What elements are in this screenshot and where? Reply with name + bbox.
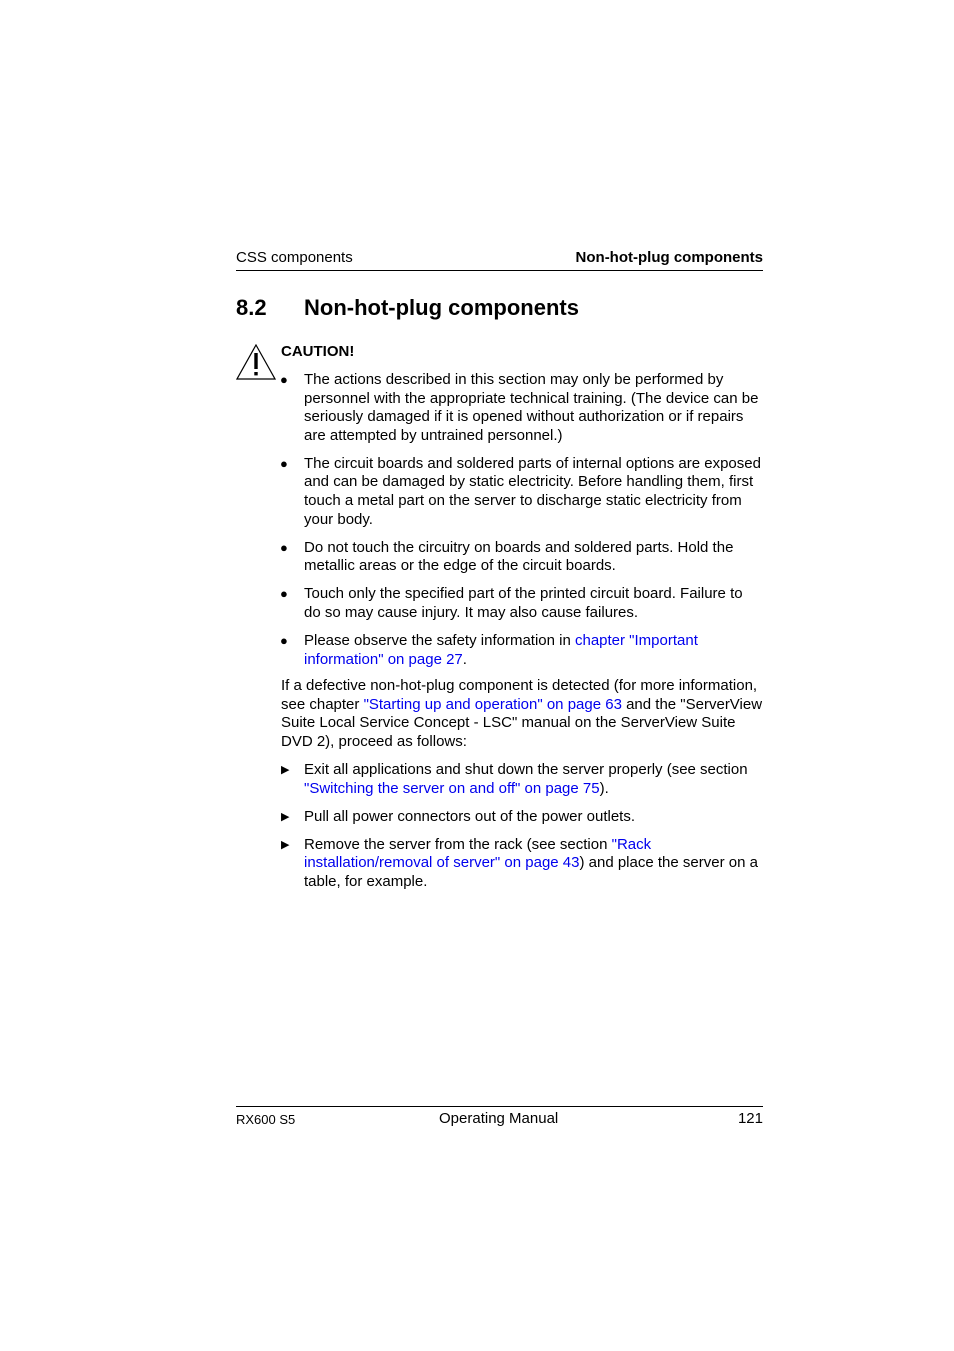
cross-reference-link[interactable]: "Rack installation/removal of server" on page 43	[304, 835, 652, 872]
list-item	[281, 371, 763, 445]
bullet-icon: ●	[280, 633, 288, 649]
bullet-icon: ●	[280, 539, 288, 555]
page-number: 121	[737, 1110, 763, 1127]
list-item	[281, 455, 763, 529]
footer-manual-title: Operating Manual	[439, 1110, 559, 1127]
caution-label: CAUTION!	[281, 343, 355, 360]
step-text-before: Pull all power connectors out of the power outlets.	[304, 807, 636, 825]
list-item	[281, 632, 763, 669]
intro-paragraph	[281, 677, 763, 751]
bullet-text-before: Please observe the safety information in	[304, 632, 575, 650]
cross-reference-link[interactable]: chapter "Important information" on page 27	[304, 632, 698, 668]
list-item	[281, 808, 763, 827]
step-text-after: ).	[599, 779, 609, 797]
running-header	[236, 248, 763, 271]
step-text-after: ) and place the server on a table, for example.	[304, 854, 758, 890]
footer-model: RX600 S5	[236, 1112, 296, 1127]
paragraph-text-after: and the "ServerView Suite Local Service Concept - LSC" manual on the ServerView Suite DVD 2), proceed as follows:	[281, 695, 763, 750]
paragraph-text-before: If a defective non-hot-plug component is detected (for more information, see chapter	[281, 677, 758, 713]
list-item	[281, 836, 763, 892]
list-item	[281, 585, 763, 622]
bullet-text: Do not touch the circuitry on boards and soldered parts. Hold the metallic areas or the edge of the circuit boards.	[304, 538, 734, 575]
step-arrow-icon: ▶	[281, 764, 290, 776]
cross-reference-link[interactable]: "Switching the server on and off" on page 75	[304, 779, 600, 797]
bullet-text: The actions described in this section may only be performed by personnel with the appropriate technical training. (The device can be seriously damaged if it is opened without authorization or if repairs are attempted by untrained personnel.)	[304, 371, 759, 444]
bullet-text: Touch only the specified part of the printed circuit board. Failure to do so may cause injury. It may also cause failures.	[304, 585, 743, 622]
bullet-icon: ●	[280, 455, 288, 471]
step-text-before: Remove the server from the rack (see section	[304, 835, 612, 853]
bullet-icon: ●	[280, 372, 288, 387]
step-text-before: Exit all applications and shut down the server properly (see section	[304, 761, 748, 778]
procedure-steps	[281, 761, 763, 901]
document-page	[236, 0, 763, 1351]
section-title: Non-hot-plug components	[304, 295, 579, 320]
bullet-text: The circuit boards and soldered parts of internal options are exposed and can be damaged by static electricity. Before handling them, first touch a metal part on the server to discharge static electricity from your body.	[304, 454, 761, 528]
list-item	[281, 539, 763, 576]
list-item	[281, 761, 763, 798]
header-section: Non-hot-plug components	[575, 249, 763, 266]
running-footer	[236, 1106, 763, 1131]
bullet-text-after: .	[462, 650, 467, 668]
step-arrow-icon: ▶	[281, 810, 290, 823]
header-chapter: CSS components	[236, 249, 353, 266]
section-heading	[236, 295, 579, 321]
bullet-icon: ●	[280, 586, 288, 602]
cross-reference-link[interactable]: "Starting up and operation" on page 63	[363, 695, 622, 713]
step-arrow-icon: ▶	[281, 838, 290, 851]
caution-bullet-list	[281, 371, 763, 679]
section-number: 8.2	[236, 295, 267, 320]
caution-warning-icon	[236, 344, 276, 380]
